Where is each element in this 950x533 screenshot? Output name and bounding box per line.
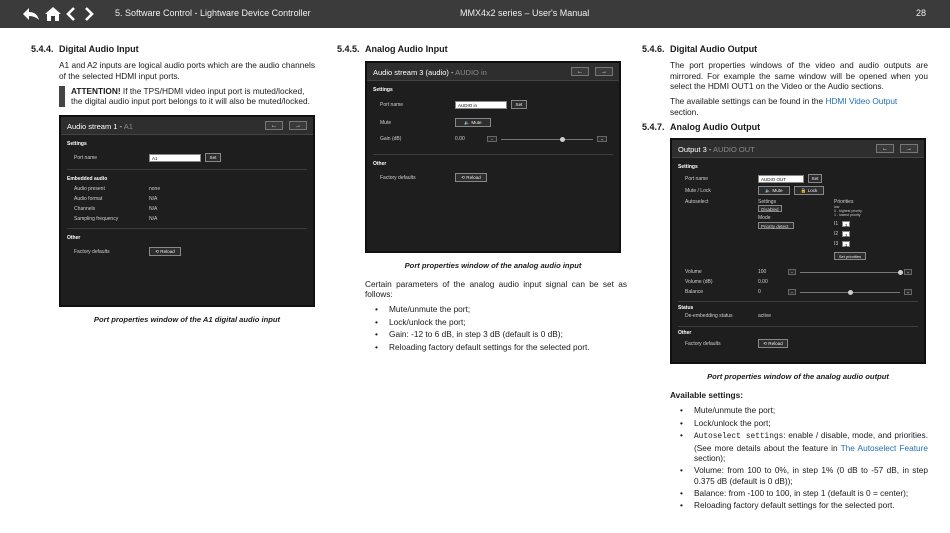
prev-port-button[interactable]: ← — [876, 144, 894, 153]
previous-page-icon[interactable] — [65, 4, 77, 24]
balance-slider-knob[interactable] — [848, 290, 853, 295]
caption-digital-audio-input: Port properties window of the A1 digital audio input — [93, 314, 281, 324]
embedded-audio-table — [61, 184, 313, 224]
balance-plus-button[interactable]: + — [904, 289, 912, 295]
next-port-button[interactable]: → — [900, 144, 918, 153]
volume-slider-track[interactable] — [800, 272, 900, 273]
screenshot-analog-audio-output: Output 3 - AUDIO OUT ← → Settings Port name AUDIO OUT Set Mute / Lock 🔈 Mute 🔒 Lock Autoselect Settings Disabled Mode Priority detect Priorities low 0 - highest priority 1 - lowest priority I1 1 I2 1 I3 1 Set priorities Volume 100 − + Volume (dB) 0.00 Balance 0 − + Status De-embedding status active Other Factory defaults ⟲ Reload — [670, 138, 926, 364]
panel-title: Audio stream 1 - A1 ← → — [61, 117, 313, 135]
table-row: Audio format N/A — [74, 196, 158, 203]
hdmi-video-output-link[interactable]: HDMI Video Output — [825, 96, 898, 107]
list-item: • Mute/unmute the port; — [365, 304, 627, 314]
autoselect-label: Autoselect — [685, 198, 709, 205]
attention-note: ATTENTION! If the TPS/HDMI video input port is muted/locked, the digital audio input port belongs to it will also be muted/locked. — [59, 86, 316, 107]
heading-analog-audio-input: 5.4.5. Analog Audio Input — [337, 44, 448, 54]
caption-analog-audio-output: Port properties window of the analog audio output — [707, 372, 889, 382]
factory-defaults-label: Factory defaults — [685, 341, 721, 348]
table-row: Sampling frequency N/A — [74, 216, 158, 223]
back-icon[interactable] — [22, 4, 40, 24]
page-number: 28 — [916, 8, 927, 18]
screenshot-analog-audio-input — [365, 61, 621, 253]
heading-digital-audio-output: 5.4.6. Digital Audio Output — [642, 44, 758, 54]
volume-minus-button[interactable]: − — [788, 269, 796, 275]
analog-input-paragraph: Certain parameters of the analog audio input signal can be set as follows: — [365, 278, 627, 300]
table-row: Channels N/A — [74, 206, 158, 213]
group-settings: Settings — [67, 140, 87, 147]
header-bar — [0, 0, 950, 28]
mute-label: Mute — [380, 119, 392, 126]
section-title[interactable]: 5. Software Control - Lightware Device Controller — [115, 8, 311, 18]
column-analog-audio-input — [337, 44, 627, 354]
list-item: • Volume: from 100 to 0%, in step 1% (0 dB to -57 dB, in step 0.375 dB (default is 0 dB)); — [670, 465, 928, 486]
gain-minus-button[interactable]: − — [487, 136, 497, 142]
volume-slider-knob[interactable] — [898, 270, 903, 275]
next-port-button[interactable]: → — [289, 121, 307, 130]
gain-label: Gain (dB) — [380, 135, 402, 142]
port-name-input[interactable]: AUDIO OUT — [758, 175, 804, 183]
reload-button[interactable]: ⟲ Reload — [455, 173, 487, 182]
list-item: • Reloading factory default settings for the selected port. — [670, 500, 928, 510]
volume-db-value: 0.00 — [758, 278, 768, 285]
balance-minus-button[interactable]: − — [788, 289, 796, 295]
autoselect-row: Autoselect Settings Disabled Mode Priority detect Priorities low 0 - highest priority 1 - lowest priority I1 1 I2 1 I3 1 Set priorities — [672, 197, 924, 267]
list-item: • Gain: -12 to 6 dB, in step 3 dB (default is 0 dB); — [365, 329, 627, 339]
volume-value: 100 — [758, 268, 767, 275]
list-item: • Balance: from -100 to 100, in step 1 (default is 0 = center); — [670, 488, 928, 498]
mute-button[interactable]: 🔈 Mute — [455, 118, 491, 127]
lock-button[interactable]: 🔒 Lock — [794, 186, 824, 195]
reload-button[interactable]: ⟲ Reload — [758, 339, 788, 348]
gain-slider-knob[interactable] — [560, 137, 565, 142]
list-item: • Lock/unlock the port; — [670, 418, 928, 428]
reload-button[interactable]: ⟲ Reload — [149, 247, 181, 256]
intro-paragraph: A1 and A2 inputs are logical audio ports which are the audio channels of the selected HDMI input ports. — [59, 60, 315, 81]
group-status: Status — [678, 304, 694, 311]
deembedding-status-value: active — [758, 312, 772, 319]
set-priorities-button[interactable]: Set priorities — [834, 252, 866, 260]
prev-port-button[interactable]: ← — [265, 121, 283, 130]
document-title: MMX4x2 series – User's Manual — [460, 8, 590, 18]
priority-input-i3[interactable]: 1 — [842, 241, 850, 247]
group-settings: Settings — [373, 87, 393, 94]
panel-title: Output 3 - AUDIO OUT ← → — [672, 140, 924, 158]
gain-plus-button[interactable]: + — [597, 136, 607, 142]
port-name-input[interactable]: AUDIO in — [455, 101, 507, 109]
group-embedded-audio: Embedded audio — [67, 175, 108, 182]
list-item: • Mute/unmute the port; — [670, 405, 928, 415]
list-item: • Autoselect settings: enable / disable, mode, and priorities. (See more details about the feature in The Autoselect Feature section); — [670, 430, 928, 463]
autoselect-feature-link[interactable]: The Autoselect Feature — [840, 442, 928, 453]
factory-defaults-label: Factory defaults — [74, 249, 110, 256]
heading-analog-audio-output: 5.4.7. Analog Audio Output — [642, 122, 761, 133]
volume-db-row: Volume (dB) 0.00 — [685, 278, 768, 285]
list-item: • Lock/unlock the port; — [365, 317, 627, 327]
analog-output-settings-list — [670, 405, 928, 511]
home-icon[interactable] — [44, 4, 62, 24]
port-name-input[interactable]: A1 — [149, 154, 201, 162]
group-other: Other — [67, 235, 81, 242]
caption-analog-audio-input: Port properties window of the analog audio input — [404, 261, 582, 271]
digital-output-reference: The available settings can be found in the HDMI Video Output section. — [670, 96, 898, 117]
screenshot-digital-audio-input — [59, 115, 315, 307]
set-button[interactable]: Set — [511, 100, 527, 109]
gain-value: 0.00 — [455, 135, 465, 142]
port-name-label: Port name — [685, 175, 709, 182]
gain-row — [367, 132, 619, 146]
group-settings: Settings — [678, 164, 698, 171]
volume-row: Volume 100 − + — [672, 267, 924, 277]
digital-output-paragraph: The port properties windows of the video and audio outputs are mirrored. For example the same window will be opened when you select the HDMI OUT1 on the Video or the Audio sections. — [670, 60, 928, 91]
port-name-label: Port name — [380, 101, 404, 108]
balance-value: 0 — [758, 288, 761, 295]
autoselect-settings-select[interactable]: Disabled — [758, 205, 782, 212]
column-audio-output — [642, 44, 928, 513]
group-other: Other — [373, 160, 387, 167]
next-page-icon[interactable] — [83, 4, 95, 24]
panel-title: Audio stream 3 (audio) - AUDIO in ← → — [367, 63, 619, 81]
mute-lock-label: Mute / Lock — [685, 187, 711, 194]
heading-digital-audio-input: 5.4.4. Digital Audio Input — [31, 44, 139, 54]
volume-plus-button[interactable]: + — [904, 269, 912, 275]
factory-defaults-label: Factory defaults — [380, 174, 416, 181]
available-settings-label: Available settings: — [670, 389, 744, 400]
group-other: Other — [678, 329, 692, 336]
autoselect-mode-select[interactable]: Priority detect — [758, 222, 794, 229]
priority-input-i2[interactable]: 1 — [842, 231, 850, 237]
prev-port-button[interactable]: ← — [571, 67, 589, 76]
gain-slider-track[interactable] — [501, 139, 593, 140]
analog-input-settings-list — [365, 304, 627, 351]
mute-button[interactable]: 🔈 Mute — [758, 186, 790, 195]
next-port-button[interactable]: → — [595, 67, 613, 76]
set-button[interactable]: Set — [808, 174, 822, 183]
priority-input-i1[interactable]: 1 — [842, 221, 850, 227]
balance-row: Balance 0 − + — [672, 287, 924, 297]
port-name-label: Port name — [74, 154, 98, 161]
list-item: • Reloading factory default settings for the selected port. — [365, 342, 627, 352]
table-row: Audio present none — [74, 186, 161, 193]
set-button[interactable]: Set — [205, 153, 221, 162]
column-digital-audio-input — [31, 44, 316, 324]
